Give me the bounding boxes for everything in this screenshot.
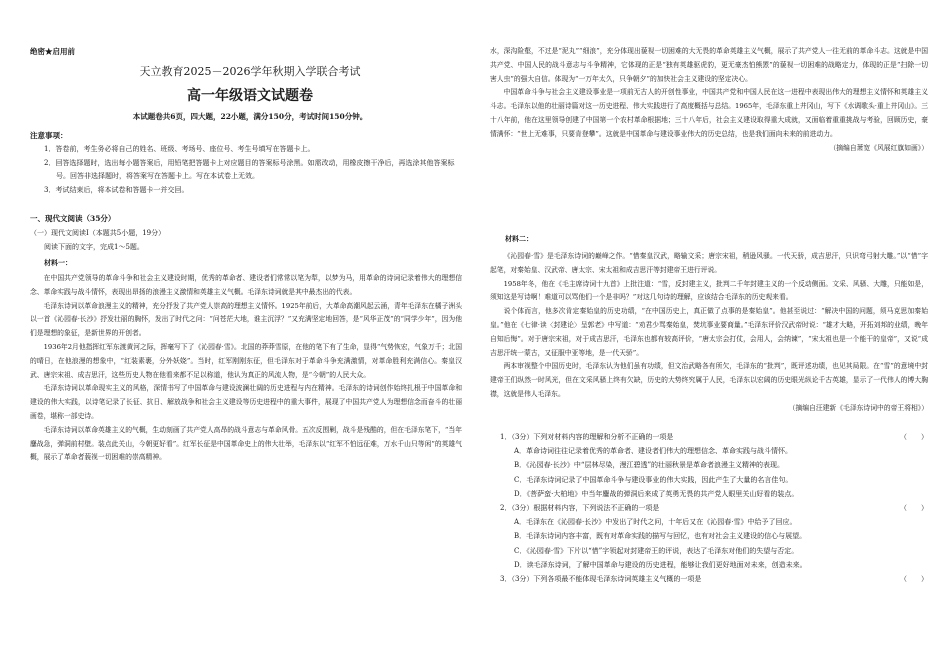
source-citation: （摘编自萧宽《风展红旗如画》） [829, 143, 928, 152]
question-stem: 2．（3分）根据材料内容，下列说法不正确的一项是 [500, 504, 660, 513]
paragraph: 毛泽东诗词以革命现实主义的风格，深情书写了中国革命与建设波澜壮阔的历史进程与内在精神。毛泽东的诗词创作始终扎根于中国革命和建设的伟大实践，以诗笔记录了长征、抗日、解放战争和社会主义建设等历史进程中的重大事件，展现了中国共产党人为理想信念而奋斗的壮丽画卷，堪称一部史诗。 [30, 384, 462, 420]
note-item: 2．回答选择题时，选出每小题答案后，用铅笔把答题卡上对应题目的答案标号涂黑。如需改动，用橡皮擦干净后，再选涂其他答案标号。回答非选择题时，将答案写在答题卡上。写在本试卷上无效。 [44, 158, 455, 180]
material1-label: 材料一： [44, 258, 72, 267]
section-sub: （一）现代文阅读Ⅰ（本题共5小题，19分） [30, 229, 166, 237]
paragraph: 在中国共产党领导的革命斗争和社会主义建设时期，优秀的革命者、建设者们常常以笔为犁，以梦为马，用革命的诗词记录着伟大的理想信念、革命实践与战斗情怀，表现出昂扬的浪漫主义激情和英雄主义气概。毛泽东诗词就是其中最杰出的代表。 [30, 274, 462, 296]
material1-text [30, 272, 462, 465]
paragraph: 1958年冬，他在《毛主席诗词十九首》上批注道：“雪，反封建主义，批判二千年封建主义的一个反动侧面。文采、风骚、大雕，只能如是，须知这是写诗啊！难道可以骂他们一个是非吗？”对这几句诗的理解，应该结合毛泽东的历史观来看。 [490, 279, 928, 302]
paragraph: 中国革命斗争与社会主义建设事业是一项前无古人的开创性事业，中国共产党和中国人民在这一进程中表现出伟大的理想主义情怀和英雄主义斗志。毛泽东以他的壮丽诗篇对这一历史进程、伟大实践进行了高度概括与总结。1965年，毛泽东重上井冈山，写下《水调歌头·重上井冈山》。三十八年前，他在这里领导创建了中国第一个农村革命根据地；三十八年后，社会主义建设取得重大成就，又面临着重重挑战与考验，回顾历史，豪情满怀：“世上无难事，只要肯登攀”。这就是中国革命与建设事业伟大的历史总结，也是我们面向未来的前进动力。 [490, 88, 928, 138]
paragraph: 水，深沟险壑，不过是“泥丸”“细浪”，充分体现出藐视一切困难的大无畏的革命英雄主义气概，展示了共产党人一往无前的革命斗志。这就是中国共产党、中国人民的战斗意志与斗争精神，它体现的正是“独有英雄驱虎豹，更无豪杰怕熊罴”的藐视一切困难的战略定力，体现的正是“扫除一切害人虫”的强大自信。体现为“一万年太久，只争朝夕”的加快社会主义建设的坚定决心。 [490, 47, 928, 83]
answer-paren: （ ） [900, 575, 928, 584]
question [500, 572, 928, 586]
material2-text [490, 250, 928, 416]
note-item: 1．答卷前，考生务必将自己的姓名、班级、考场号、座位号、考生号填写在答题卡上。 [44, 145, 315, 153]
notes-title: 注意事项： [30, 131, 68, 140]
confidential-mark: 绝密★启用前 [30, 47, 75, 56]
paper-title: 高一年级语文试题卷 [187, 88, 313, 104]
section-title: 一、现代文阅读（35分） [30, 214, 116, 223]
question [500, 501, 928, 572]
paragraph: 毛泽东诗词以革命浪漫主义的精神，充分抒发了共产党人崇高的理想主义情怀。1925年前后，大革命高潮风起云涌，青年毛泽东在橘子洲头以一首《沁园春·长沙》抒发壮丽的胸怀，发出了时代之问：“问苍茫大地，谁主沉浮？”又充满坚定地回答，是“风华正茂”的“同学少年”，因为他们是理想的象征，是新世界的开创者。 [30, 301, 462, 338]
source-citation: （摘编自汪建新《毛泽东诗词中的帝王将相》） [788, 403, 928, 412]
option: A．革命诗词往往记录着优秀的革命者、建设者们伟大的理想信念、革命实践与战斗情怀。 [514, 447, 793, 456]
answer-paren: （ ） [900, 433, 928, 441]
option: C．《沁园春·雪》下片以“惜”字领起对封建帝王的评说，表达了毛泽东对他们的失望与否定。 [514, 546, 799, 555]
paragraph: 说个体而言，他多次肯定秦始皇的历史功绩，“在中国历史上，真正做了点事的是秦始皇”。他甚至说过：“解决中国的问题，须马克思加秦始皇。”他在《七律·读〈封建论〉呈郭老》中写道：“劝君少骂秦始皇，焚坑事业要商量。”毛泽东评价汉武帝时说：“雄才大略，开拓刘邦的业绩，晚年自知后悔”。对于唐宗宋祖，对于成吉思汗，毛泽东也都有较高评价，“唐太宗会打仗，会用人，会纳谏”，“宋太祖也是一个能干的皇帝”，又说“成吉思汗统一蒙古，又征服中亚等地，是一代天骄”。 [490, 307, 928, 357]
paragraph: 两本审视整个中国历史时，毛泽东认为他们虽有功绩，但文治武略各有所欠，毛泽东的“批判”，既评述功绩，也见其局限。在“雪”的意境中封建帝王们纵然一时风光，但在文采风骚上终有欠缺，历史的大势终究属于人民，毛泽东以宏阔的历史眼光纵论千古英雄，显示了一代伟人的博大胸襟，这就是伟人毛泽东。 [490, 362, 928, 398]
paper-info: 本试题卷共6页，四大题，22小题，满分150分，考试时间150分钟。 [132, 112, 368, 121]
question-stem: 1．（3分）下列对材料内容的理解和分析不正确的一项是 [500, 433, 674, 441]
question [500, 430, 928, 501]
option: C．毛泽东诗词记录了中国革命斗争与建设事业的伟大实践，因此产生了大量的名言佳句。 [514, 475, 793, 484]
paragraph: 1936年2月他指挥红军东渡黄河之际，挥毫写下了《沁园春·雪》。北国的莽莽雪原，在他的笔下有了生命，显得“气势恢宏，气象万千；北国的晴日，在他浪漫的想象中，“红装素裹，分外妖娆”。当时，红军刚刚东征，但毛泽东对于革命斗争充满激情，对革命胜利充满信心。秦皇汉武、唐宗宋祖、成吉思汗，这些历史人物在他看来都不足以称道，他认为真正的风流人物，是“今朝”的人民大众。 [30, 342, 462, 379]
material2-label: 材料二： [505, 234, 533, 243]
section-instruction: 阅读下面的文字，完成1～5题。 [44, 243, 144, 251]
notes-list [44, 143, 460, 197]
option: D．读毛泽东诗词，了解中国革命与建设的历史进程，能够让我们更好地面对未来，创造未来。 [514, 560, 807, 569]
option: B．毛泽东诗词内容丰富，既有对革命实践的描写与回忆，也有对社会主义建设的信心与展望。 [514, 532, 807, 541]
answer-paren: （ ） [900, 504, 928, 513]
paragraph: 《沁园春·雪》是毛泽东诗词的巅峰之作。“惜秦皇汉武，略输文采；唐宗宋祖，稍逊风骚。一代天骄，成吉思汗，只识弯弓射大雕。”以“惜”字起笔，对秦始皇、汉武帝、唐太宗、宋太祖和成吉思汗等封建帝王进行评说。 [490, 252, 928, 274]
material1-continued [490, 45, 928, 155]
option: A．毛泽东在《沁园春·长沙》中发出了时代之问，十年后又在《沁园春·雪》中给予了回应。 [514, 518, 797, 527]
note-item: 3．考试结束后，将本试卷和答题卡一并交回。 [44, 185, 189, 194]
paragraph: 毛泽东诗词以革命英雄主义的气概，生动刻画了共产党人高昂的战斗意志与革命风骨。五次反围剿，战斗是残酷的，但在毛泽东笔下，“当年鏖战急，弹洞前村壁。装点此关山，今朝更好看”。红军长征是中国革命史上的伟大壮举，毛泽东以“红军不怕远征难，万水千山只等闲”的英雄气概，展示了革命者藐视一切困难的崇高精神。 [30, 425, 462, 462]
option: B．《沁园春·长沙》中“层林尽染，漫江碧透”的壮丽秋景是革命者浪漫主义精神的表现。 [514, 461, 785, 470]
questions [500, 430, 928, 586]
option: D．《菩萨蛮·大柏地》中当年鏖战的弹洞后来成了英勇无畏的共产党人眼里关山好看的装点。 [514, 489, 799, 498]
exam-title: 天立教育2025－2026学年秋期入学联合考试 [139, 65, 361, 78]
question-stem: 3．（3分）下列各项最不能体现毛泽东诗词英雄主义气概的一项是 [500, 575, 702, 584]
